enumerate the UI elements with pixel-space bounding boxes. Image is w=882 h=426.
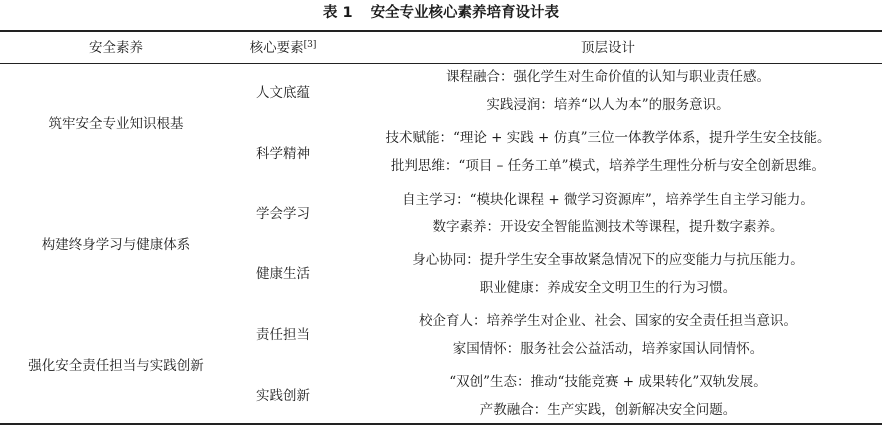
header-safety-literacy: 安全素养 bbox=[89, 40, 143, 56]
design-line: 技术赋能：“理论 + 实践 + 仿真”三位一体教学体系，提升学生安全技能。 bbox=[385, 130, 831, 146]
element-cell: 人文底蕴 bbox=[256, 85, 310, 101]
literacy-cell: 构建终身学习与健康体系 bbox=[41, 237, 191, 253]
header-core-elements-label: 核心要素 bbox=[249, 40, 304, 56]
design-line: 产教融合：生产实践，创新解决安全问题。 bbox=[479, 402, 737, 418]
design-line: 校企育人：培养学生对企业、社会、国家的安全责任担当意识。 bbox=[419, 313, 797, 329]
header-rule bbox=[0, 63, 882, 64]
design-line: 身心协同：提升学生安全事故紧急情况下的应变能力与抗压能力。 bbox=[412, 252, 804, 268]
table-title bbox=[0, 4, 882, 22]
design-line: 实践浸润：培养“以人为本”的服务意识。 bbox=[486, 97, 730, 113]
header-top-level-design: 顶层设计 bbox=[581, 40, 635, 56]
design-line: 批判思维：“项目 – 任务工单”模式，培养学生理性分析与安全创新思维。 bbox=[390, 158, 826, 174]
element-cell: 责任担当 bbox=[256, 327, 310, 343]
element-cell: 实践创新 bbox=[256, 388, 310, 404]
design-line: 自主学习：“模块化课程 + 微学习资源库”，培养学生自主学习能力。 bbox=[402, 192, 814, 208]
design-line: 课程融合：强化学生对生命价值的认知与职业责任感。 bbox=[446, 69, 770, 85]
design-line: 数字素养：开设安全智能监测技术等课程，提升数字素养。 bbox=[432, 219, 784, 235]
design-line: “双创”生态：推动“技能竞赛 + 成果转化”双轨发展。 bbox=[449, 374, 767, 390]
table-caption: 安全专业核心素养培育设计表 bbox=[370, 5, 560, 21]
top-rule bbox=[0, 30, 882, 32]
table-number: 表 1 bbox=[322, 5, 353, 21]
element-cell: 健康生活 bbox=[256, 266, 310, 282]
element-cell: 学会学习 bbox=[256, 206, 310, 222]
literacy-cell: 筑牢安全专业知识根基 bbox=[48, 116, 184, 132]
literacy-cell: 强化安全责任担当与实践创新 bbox=[28, 358, 204, 374]
bottom-rule bbox=[0, 423, 882, 425]
element-cell: 科学精神 bbox=[256, 146, 310, 162]
reference-marker: [3] bbox=[303, 40, 317, 50]
design-line: 职业健康：养成安全文明卫生的行为习惯。 bbox=[479, 280, 737, 296]
header-core-elements bbox=[232, 36, 334, 60]
design-line: 家国情怀：服务社会公益活动，培养家国认同情怀。 bbox=[452, 341, 764, 357]
